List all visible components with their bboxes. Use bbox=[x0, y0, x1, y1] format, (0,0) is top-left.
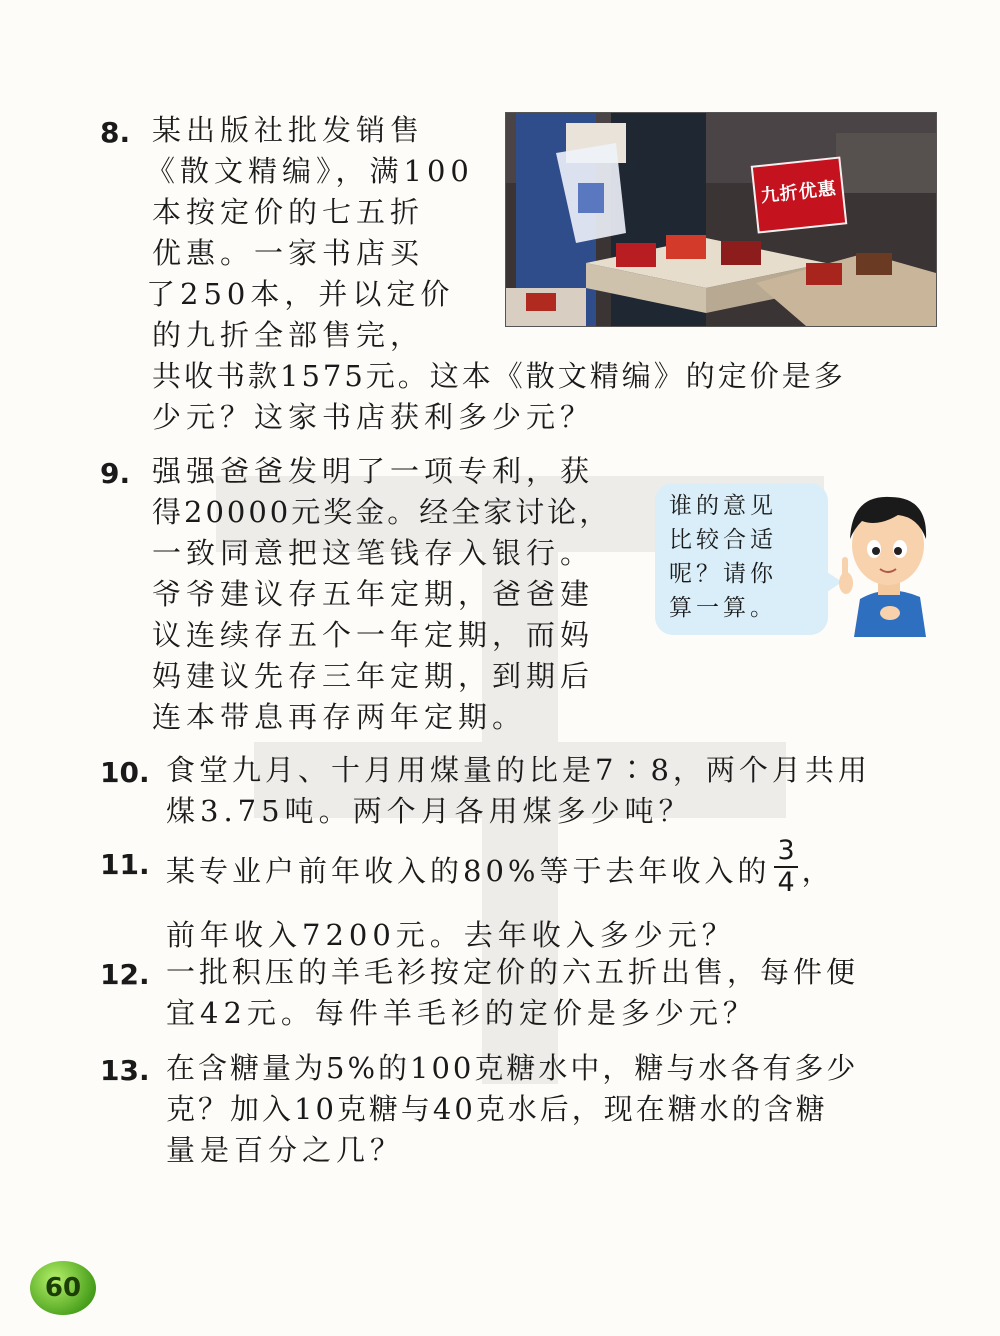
problem-text-line: 《散文精编》，满100 bbox=[146, 154, 474, 188]
problem-text-line bbox=[166, 835, 946, 904]
problem-text-line: 了250本，并以定价 bbox=[146, 277, 455, 311]
problem-text-line: 妈建议先存三年定期，到期后 bbox=[152, 659, 595, 693]
problem-text-line: 得20000元奖金。经全家讨论， bbox=[152, 495, 612, 529]
page-number-badge: 60 bbox=[30, 1261, 96, 1315]
bubble-text-line: 呢？请你 bbox=[669, 561, 777, 587]
fraction bbox=[774, 836, 797, 898]
problem-text-line: 量是百分之几？ bbox=[166, 1133, 405, 1167]
problem-text-line: 煤3.75吨。两个月各用煤多少吨？ bbox=[166, 794, 693, 828]
problem-text-line: 克？加入10克糖与40克水后，现在糖水的含糖 bbox=[166, 1092, 828, 1126]
problem-text-line: 本按定价的七五折 bbox=[152, 195, 425, 229]
problem-text-line: 一批积压的羊毛衫按定价的六五折出售，每件便 bbox=[166, 955, 860, 989]
problem-number: 11. bbox=[100, 848, 150, 881]
bubble-text-line: 谁的意见 bbox=[669, 493, 777, 519]
bookstore-scene-illustration bbox=[506, 113, 936, 326]
problem-text-line: 食堂九月、十月用煤量的比是7∶8，两个月共用 bbox=[166, 753, 871, 787]
problem-text-line: 前年收入7200元。去年收入多少元？ bbox=[166, 918, 736, 952]
discount-sign: 九折优惠 bbox=[751, 156, 848, 233]
problem-text-line: 共收书款1575元。这本《散文精编》的定价是多 bbox=[152, 359, 846, 393]
problem-number: 8. bbox=[100, 116, 131, 149]
problem-text-line: 连本带息再存两年定期。 bbox=[152, 700, 527, 734]
bubble-text-line: 算一算。 bbox=[669, 595, 777, 621]
bookstore-photo bbox=[505, 112, 937, 327]
problem-text-line: 优惠。一家书店买 bbox=[152, 236, 425, 270]
problem-text-line: 少元？这家书店获利多少元？ bbox=[152, 400, 595, 434]
problem-text-line: 议连续存五个一年定期，而妈 bbox=[152, 618, 595, 652]
problem-number: 12. bbox=[100, 958, 150, 991]
problem-text-line: 宜42元。每件羊毛衫的定价是多少元？ bbox=[166, 996, 757, 1030]
problem-text-segment: ， bbox=[801, 854, 835, 888]
fraction-denominator: 4 bbox=[777, 867, 795, 898]
problem-text-line: 强强爸爸发明了一项专利，获 bbox=[152, 454, 595, 488]
bubble-text-line: 比较合适 bbox=[669, 527, 777, 553]
boy-character-illustration bbox=[838, 487, 938, 637]
problem-number: 9. bbox=[100, 457, 131, 490]
fraction-numerator: 3 bbox=[774, 836, 797, 868]
problem-text-line: 爷爷建议存五年定期，爸爸建 bbox=[152, 577, 595, 611]
speech-bubble bbox=[655, 483, 828, 635]
problem-text-line: 的九折全部售完， bbox=[152, 318, 425, 352]
problem-text-line: 某出版社批发销售 bbox=[152, 113, 425, 147]
problem-text-line: 一致同意把这笔钱存入银行。 bbox=[152, 536, 595, 570]
problem-number: 13. bbox=[100, 1054, 150, 1087]
problem-number: 10. bbox=[100, 756, 150, 789]
problem-text-line: 在含糖量为5%的100克糖水中，糖与水各有多少 bbox=[166, 1051, 859, 1085]
problem-text-segment: 某专业户前年收入的80%等于去年收入的 bbox=[166, 854, 771, 888]
